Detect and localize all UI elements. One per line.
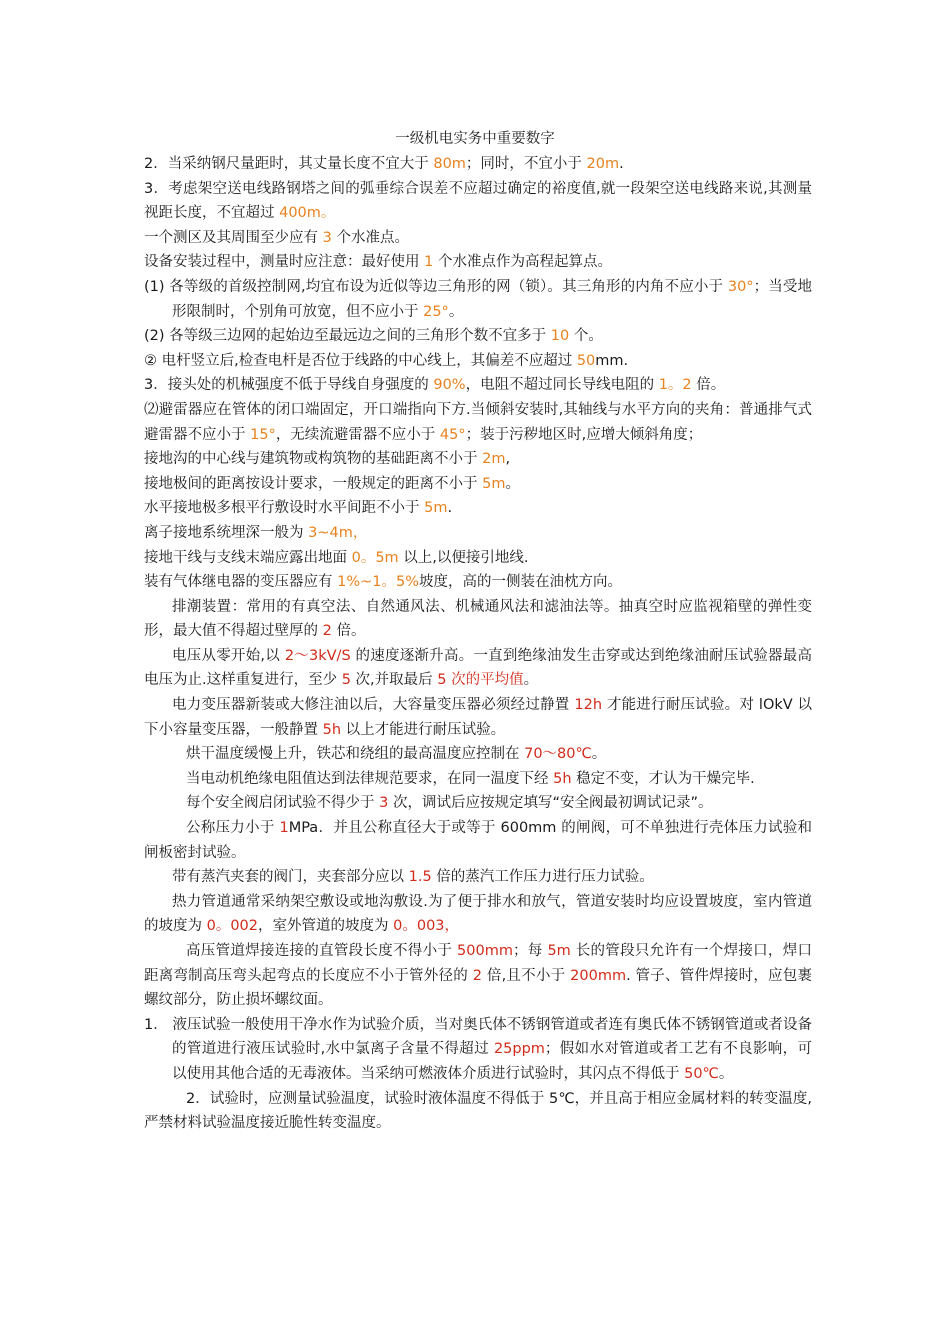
text-run: 每个安全阀启闭试验不得少于: [186, 795, 380, 812]
paragraph: [144, 472, 812, 497]
highlighted-number: 0。002: [206, 918, 259, 935]
text-run: ，无续流避雷器不应小于: [275, 426, 440, 443]
highlighted-number: 1: [279, 820, 289, 837]
text-run: 。: [718, 1065, 734, 1082]
text-run: (1) 各等级的首级控制网,均宜布设为近似等边三角形的网（锁）。其三角形的内角不应小于: [144, 278, 728, 295]
text-run: ；每: [512, 943, 548, 959]
text-run: 倍的蒸汽工作压力进行压力试验。: [431, 869, 654, 886]
paragraph: [144, 546, 812, 571]
paragraph: [144, 324, 812, 349]
highlighted-number: 2: [322, 623, 332, 640]
highlighted-number: 25ppm: [493, 1041, 545, 1058]
text-run: 接地极间的距离按设计要求，一般规定的距离不小于: [144, 475, 483, 492]
highlighted-number: 2: [472, 967, 483, 984]
highlighted-number: 50: [576, 352, 596, 369]
text-run: 。: [523, 672, 539, 689]
text-run: 排潮装置：常用的有真空法、自然通风法、机械通风法和滤油法等。抽真空时应监视箱壁的弹性变形，最大值不得超过壁厚的: [144, 598, 812, 640]
text-run: 装有气体继电器的变压器应有: [144, 574, 338, 591]
text-run: 带有蒸汽夹套的阀门，夹套部分应以: [172, 869, 409, 886]
highlighted-number: 25°: [423, 303, 449, 320]
highlighted-number: 2～3kV/S: [284, 647, 351, 664]
paragraph: [144, 250, 812, 275]
paragraph: [144, 275, 812, 324]
text-run: 电压从零开始,以: [172, 647, 285, 664]
paragraph: [144, 226, 812, 251]
highlighted-number: 30°: [727, 278, 754, 295]
text-run: 水平接地极多根平行敷设时水平间距不小于: [144, 500, 425, 517]
text-run: MPa．并且公称直径大于或等于 600mm 的闸阀，可不单独进行壳体压力试验和闸板密封试验。: [144, 820, 813, 861]
paragraph: [144, 939, 812, 1013]
text-run: ⑵避雷器应在管体的闭口端固定，开口端指向下方.当倾斜安装时,其轴线与水平方向的夹角：普通排气式避雷器不应小于: [144, 401, 812, 443]
text-run: 一个测区及其周围至少应有: [144, 229, 323, 246]
document-title: 一级机电实务中重要数字: [395, 131, 555, 147]
text-run: 。: [591, 746, 607, 763]
highlighted-number: 0。5m: [351, 549, 399, 566]
text-run: 坡度，高的一侧装在油枕方向。: [419, 574, 622, 591]
highlighted-number: 20m: [586, 156, 620, 172]
text-run: 烘干温度缓慢上升，铁芯和绕组的最高温度应控制在: [186, 746, 525, 763]
text-run: .: [619, 156, 624, 172]
text-run: 接地沟的中心线与建筑物或构筑物的基础距离不小于: [144, 451, 483, 468]
text-run: 1． 液压试验一般使用干净水作为试验介质，当对奥氏体不锈钢管道或者连有奥氏体不锈钢管道或者设备的管道进行液压试验时,水中氯离子含量不得超过: [144, 1016, 812, 1058]
text-run: 稳定不变，才认为干燥完毕.: [571, 770, 755, 787]
text-run: 3．考虑架空送电线路钢塔之间的弧垂综合误差不应超过确定的裕度值,就一段架空送电线路来说,其测量视距长度，不宜超过: [144, 180, 812, 222]
paragraph: [144, 816, 812, 865]
highlighted-number: 5h: [553, 770, 572, 787]
highlighted-number: 50℃: [684, 1065, 719, 1082]
text-run: 长的管段只允许有一个焊接口，焊口距离弯制高压弯头起弯点的长度应不小于管外径的: [144, 943, 812, 984]
paragraph: [144, 521, 812, 546]
paragraph: [144, 595, 812, 644]
text-run: 倍,且不小于: [482, 967, 571, 984]
paragraph: [144, 767, 812, 792]
text-run: 次，调试后应按规定填写“安全阀最初调试记录”。: [388, 795, 713, 812]
highlighted-number: 5h: [322, 721, 342, 738]
highlighted-number: 12h: [574, 697, 603, 714]
paragraph: [144, 865, 812, 890]
text-run: 个水准点。: [331, 229, 409, 246]
paragraph: [144, 1013, 812, 1087]
paragraph: [144, 1087, 812, 1136]
text-run: 3．接头处的机械强度不低于导线自身强度的: [144, 377, 434, 394]
text-run: .: [447, 500, 453, 517]
highlighted-number: 1.5: [408, 869, 432, 886]
text-run: ；装于污秽地区时,应增大倾斜角度；: [465, 426, 703, 443]
document-body: [144, 152, 812, 1136]
highlighted-number: 5m: [547, 943, 571, 959]
text-run: ，室外管道的坡度为: [258, 918, 394, 935]
text-run: 个。: [569, 328, 603, 345]
paragraph: [144, 742, 812, 767]
highlighted-number: 1: [424, 254, 434, 271]
text-run: ；假如水对管道或者工艺有不良影响，可以使用其他合适的无毒液体。当采纳可燃液体介质进行试验时，其闪点不得低于: [172, 1041, 812, 1082]
paragraph: [144, 349, 812, 374]
highlighted-number: 10: [550, 328, 570, 345]
text-run: 以上才能进行耐压试验。: [341, 721, 506, 738]
text-run: 电力变压器新装或大修注油以后，大容量变压器必须经过静置: [172, 697, 575, 714]
text-run: 2．当采纳钢尺量距时，其丈量长度不宜大于: [144, 156, 434, 172]
text-run: ；当受地形限制时，个别角可放宽，但不应小于: [172, 278, 812, 320]
highlighted-number: 70～80℃: [524, 746, 592, 763]
text-run: 公称压力小于: [186, 820, 280, 837]
text-run: 离子接地系统埋深一般为: [144, 524, 309, 541]
text-run: 倍。: [691, 377, 726, 394]
highlighted-number: 3~4m，: [308, 524, 368, 541]
paragraph: [144, 570, 812, 595]
highlighted-number: 200mm: [570, 967, 627, 984]
paragraph: [144, 177, 812, 226]
text-run: (2) 各等级三边网的起始边至最远边之间的三角形个数不宜多于: [144, 328, 551, 345]
highlighted-number: 80m: [433, 156, 466, 172]
highlighted-number: 400m。: [279, 205, 336, 222]
text-run: 高压管道焊接连接的直管段长度不得小于: [186, 943, 458, 959]
text-run: 个水准点作为高程起算点。: [433, 254, 612, 271]
highlighted-number: 3: [379, 795, 389, 812]
text-run: ,: [505, 451, 511, 468]
text-run: . 管子、管件焊接时，应包裹螺纹部分，防止损坏螺纹面。: [144, 967, 813, 1009]
text-run: 倍。: [331, 623, 366, 640]
text-run: 热力管道通常采纳架空敷设或地沟敷设.为了便于排水和放气，管道安装时均应设置坡度，室内管道的坡度为: [144, 893, 812, 935]
text-run: 以上,以便接引地线.: [398, 549, 529, 566]
text-run: 。: [448, 303, 464, 320]
highlighted-number: 45°: [439, 426, 466, 443]
paragraph: [144, 373, 812, 398]
highlighted-number: 15°: [250, 426, 276, 443]
highlighted-number: 500mm: [457, 943, 513, 959]
paragraph: [144, 152, 812, 177]
text-run: 。: [505, 475, 520, 492]
highlighted-number: 5 次的平均值: [437, 672, 524, 689]
text-run: 的速度逐渐升高。一直到绝缘油发生击穿或达到绝缘油耐压试验器最高电压为止.这样重复进行，至少: [144, 647, 813, 689]
text-run: 设备安装过程中，测量时应注意：最好使用: [144, 254, 425, 271]
highlighted-number: 5m: [482, 475, 506, 492]
highlighted-number: 5m: [424, 500, 448, 517]
text-run: ；同时，不宜小于: [465, 156, 587, 172]
text-run: ，电阻不超过同长导线电阻的: [465, 377, 659, 394]
highlighted-number: 3: [322, 229, 332, 246]
text-run: 次,并取最后: [350, 672, 438, 689]
highlighted-number: 1。2: [658, 377, 692, 394]
paragraph: [144, 791, 812, 816]
text-run: mm.: [595, 352, 629, 369]
paragraph: [144, 496, 812, 521]
text-run: 才能进行耐压试验。对 lOkV 以下小容量变压器，一般静置: [144, 697, 813, 738]
paragraph: [144, 693, 812, 742]
highlighted-number: 0。003，: [393, 918, 460, 935]
text-run: 接地干线与支线末端应露出地面: [144, 549, 352, 566]
highlighted-number: 2m: [482, 451, 506, 468]
paragraph: [144, 447, 812, 472]
highlighted-number: 90%: [433, 377, 466, 394]
text-run: ② 电杆竖立后,检查电杆是否位于线路的中心线上，其偏差不应超过: [144, 352, 577, 369]
highlighted-number: 5: [341, 672, 351, 689]
paragraph: [144, 890, 812, 939]
paragraph: [144, 398, 812, 447]
text-run: 2．试验时，应测量试验温度，试验时液体温度不得低于 5℃，并且高于相应金属材料的转变温度,严禁材料试验温度接近脆性转变温度。: [144, 1090, 812, 1132]
paragraph: [144, 644, 812, 693]
highlighted-number: 1%~1。5%: [337, 574, 419, 591]
text-run: 当电动机绝缘电阻值达到法律规范要求，在同一温度下经: [186, 770, 554, 787]
